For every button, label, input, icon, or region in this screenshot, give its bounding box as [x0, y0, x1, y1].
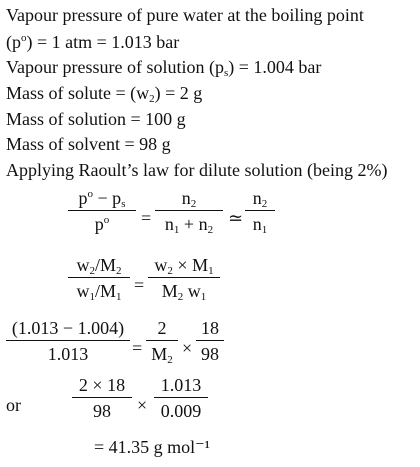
- fraction-w-times-m: $w_2 \times M_1$ $M_2$ $w_1$: [148, 255, 220, 301]
- fraction-w-over-m: $w_2/M_2$ $w_1/M_1$: [68, 255, 130, 301]
- fraction-pressure-lowering: $p^o - p_s$ $p^o$: [68, 188, 136, 234]
- fraction-mole-ratio: $n_2$ $n_1 + n_2$: [155, 188, 223, 234]
- fraction-dilute-approx: $n_2$ $n_1$: [245, 188, 275, 234]
- result-molar-mass: = 41.35 g mol⁻¹: [94, 437, 211, 457]
- times-sign: ×: [182, 338, 193, 358]
- text-line-mass-solvent: Mass of solvent = 98 g: [6, 134, 171, 154]
- text-line-solution-pressure: Vapour pressure of solution $(p_s) = 1.004$ bar: [6, 57, 322, 79]
- equals-sign: =: [141, 208, 152, 228]
- fraction-1013-over-0009: 1.013 0.009: [154, 375, 208, 421]
- equals-sign: =: [134, 275, 145, 295]
- text-line-raoult-law: Applying Raoult’s law for dilute solution (being 2%): [6, 160, 388, 180]
- fraction-pressure-values: (1.013 − 1.004) 1.013: [6, 318, 130, 364]
- approx-sign: ≃: [228, 208, 244, 228]
- equals-sign: =: [132, 338, 143, 358]
- text-line-mass-solute: Mass of solute = $(w_2) = 2$ g: [6, 83, 203, 105]
- times-sign: ×: [137, 395, 148, 415]
- fraction-two-over-m2: 2 $M_2$: [146, 318, 178, 364]
- text-line-pure-pressure: $(p^o) = 1$ atm = 1.013 bar: [6, 32, 180, 52]
- fraction-36-over-98: 2 × 18 98: [72, 375, 132, 421]
- or-label: or: [6, 395, 21, 415]
- text-line-mass-solution: Mass of solution = 100 g: [6, 109, 186, 129]
- text-line-boiling-point: Vapour pressure of pure water at the boiling point: [6, 5, 364, 25]
- fraction-18-over-98: 18 98: [196, 318, 224, 364]
